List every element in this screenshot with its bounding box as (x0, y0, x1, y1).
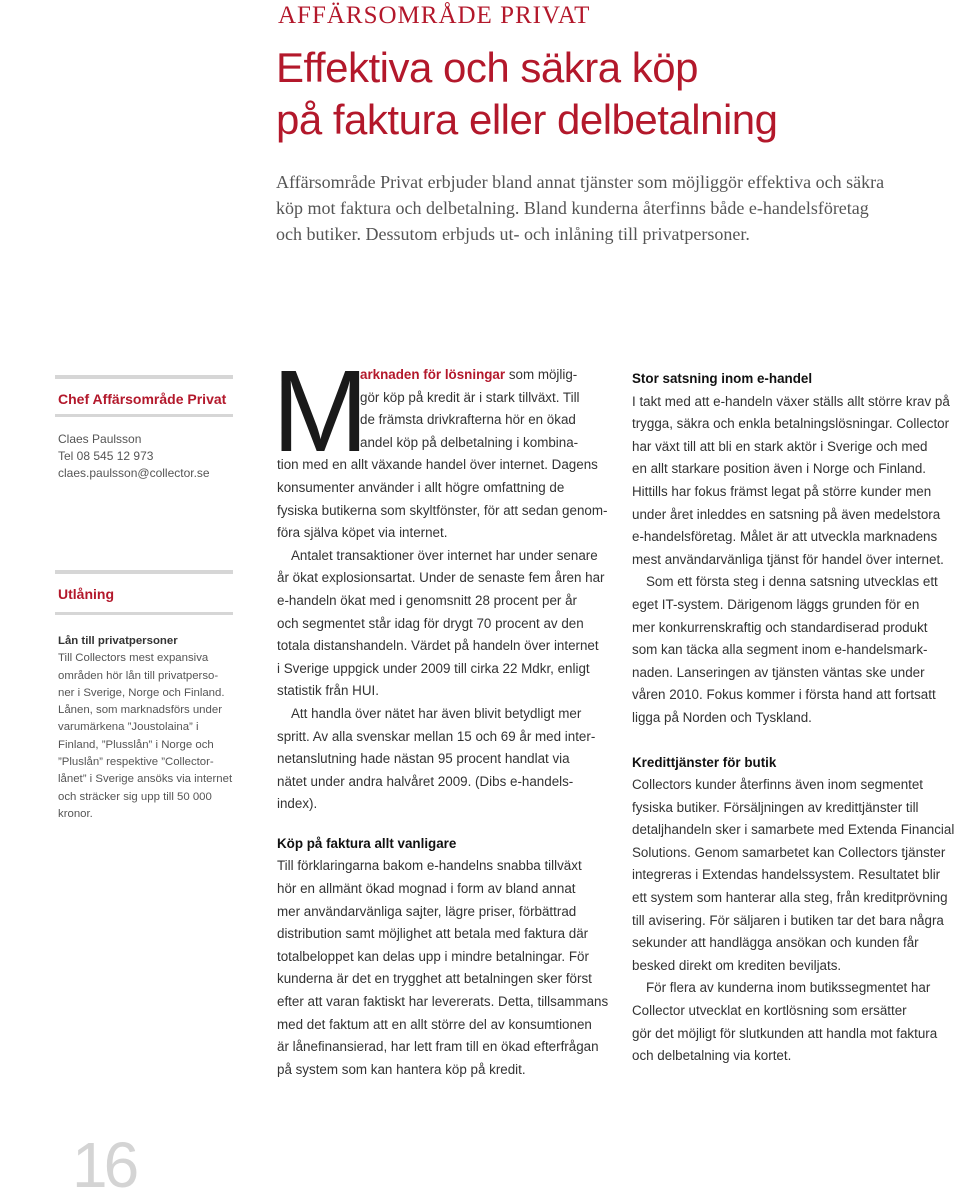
body-line: under året inleddes en satsning på även medelstora (632, 506, 941, 522)
body-line: andel köp på delbetalning i kombina- (360, 434, 579, 450)
body-line: statistik från HUI. (277, 683, 379, 699)
section-kicker: AFFÄRSOMRÅDE PRIVAT (278, 2, 591, 29)
body-line: Hittills har fokus främst legat på större kunder men (632, 483, 932, 499)
lending-block (58, 633, 243, 823)
body-line: är lånefinansierad, har lett fram till en ökad efterfrågan (277, 1039, 599, 1055)
body-line: och delbetalning via kortet. (632, 1048, 792, 1064)
middle-column (277, 364, 617, 1081)
lending-line: områden hör lån till privatperso- (58, 669, 219, 682)
body-line: våren 2010. Fokus kommer i första hand att fortsatt (632, 687, 936, 703)
body-line: mer konkurrenskraftig och standardiserad produkt (632, 619, 928, 635)
body-line: de främsta drivkrafterna hör en ökad (360, 412, 576, 428)
right-column (632, 368, 960, 1068)
body-line: hör en allmänt ökad mognad i form av bland annat (277, 881, 576, 897)
body-line: naden. Lanseringen av tjänsten väntas ske under (632, 664, 925, 680)
body-line: kunderna är det en trygghet att betalningen sker först (277, 971, 592, 987)
body-line: index). (277, 796, 318, 812)
body-line: e-handeln ökat med i genomsnitt 28 procent per år (277, 592, 577, 608)
body-line: efter att varan faktiskt har levererats. Detta, tillsammans (277, 994, 609, 1010)
title-line: på faktura eller delbetalning (276, 96, 778, 143)
body-line: Som ett första steg i denna satsning utvecklas ett (646, 574, 938, 590)
lending-line: varumärkena ”Joustolaina” i (58, 721, 199, 734)
lending-heading: Utlåning (58, 586, 114, 602)
body-line: år ökat explosionsartat. Under de senaste fem åren har (277, 570, 605, 586)
contact-name: Claes Paulsson (58, 432, 142, 446)
body-line: fysiska butikerna som skyltfönster, för att sedan genom- (277, 502, 608, 518)
intro-paragraph (276, 169, 956, 247)
body-line: gör det möjligt för slutkunden att handla mot faktura (632, 1025, 938, 1041)
drop-cap: M (272, 346, 369, 476)
lead-bold: arknaden för lösningar (360, 367, 506, 382)
contact-email[interactable]: claes.paulsson@collector.se (58, 466, 210, 480)
body-line: mest användarvänliga tjänst för handel över internet. (632, 551, 944, 567)
body-line: integreras i Extendas handelssystem. Resultatet blir (632, 867, 941, 883)
body-line: mer användarvänliga sajter, lägre priser, förbättrad (277, 903, 577, 919)
body-line: detaljhandeln sker i samarbete med Extenda Financial (632, 822, 955, 838)
body-line: totala distanshandeln. Värdet på handeln över internet (277, 638, 599, 654)
body-line: Collectors kunder återfinns även inom segmentet (632, 777, 924, 793)
body-line: en allt starkare position även i Norge och Finland. (632, 461, 927, 477)
body-line: spritt. Av alla svenskar mellan 15 och 69 år med inter- (277, 728, 596, 744)
lead-line (277, 364, 617, 387)
body-line: Antalet transaktioner över internet har under senare (291, 547, 598, 563)
body-line: e-handelsföretag. Målet är att utveckla marknadens (632, 529, 938, 545)
page-title (276, 42, 778, 146)
lending-line: ner i Sverige, Norge och Finland. (58, 686, 225, 699)
lending-line: Till Collectors mest expansiva (58, 652, 209, 665)
body-line: besked direkt om krediten beviljats. (632, 957, 842, 973)
body-line: till avisering. För säljaren i butiken tar det bara några (632, 912, 944, 928)
intro-line: Affärsområde Privat erbjuder bland annat tjänster som möjliggör effektiva och säkra (276, 172, 885, 192)
body-line: konsumenter använder i allt högre omfattning de (277, 479, 565, 495)
sidebar-rule (55, 612, 233, 615)
body-line: Till förklaringarna bakom e-handelns snabba tillväxt (277, 858, 582, 874)
body-line: fysiska butiker. Försäljningen av kredittjänster till (632, 799, 919, 815)
body-line: Solutions. Genom samarbetet kan Collectors tjänster (632, 844, 946, 860)
body-line: För flera av kunderna inom butikssegmentet har (646, 980, 931, 996)
body-line: sekunder att handlägga ansökan och kunden får (632, 935, 919, 951)
body-line: gör köp på kredit är i stark tillväxt. Till (360, 389, 580, 405)
body-line: och segmentet står idag för drygt 70 procent av den (277, 615, 584, 631)
body-line: har växt till att bli en stark aktör i Sverige och med (632, 438, 928, 454)
body-line: nätet under andra halvåret 2009. (Dibs e-handels- (277, 773, 574, 789)
lending-line: kronor. (58, 807, 93, 820)
contact-block (58, 431, 210, 482)
body-line: I takt med att e-handeln växer ställs allt större krav på (632, 393, 950, 409)
sidebar-rule (55, 570, 233, 574)
contact-heading: Chef Affärsområde Privat (58, 391, 227, 407)
lending-line: och sträcker sig upp till 50 000 (58, 790, 212, 803)
subheading: Stor satsning inom e-handel (632, 371, 813, 386)
body-line: i Sverige uppgick under 2009 till cirka 22 Mdkr, enligt (277, 660, 590, 676)
subheading: Köp på faktura allt vanligare (277, 835, 457, 851)
lending-line: lånet” i Sverige ansöks via internet (58, 773, 233, 786)
body-line: med det faktum att en allt större del av konsumtionen (277, 1016, 592, 1032)
body-line: Att handla över nätet har även blivit betydligt mer (291, 705, 582, 721)
lending-line: Lånen, som marknadsförs under (58, 704, 222, 717)
body-line: distribution samt möjlighet att betala med faktura där (277, 926, 589, 942)
body-line: netanslutning hade nästan 95 procent handlat via (277, 751, 570, 767)
body-line: trygga, säkra och enkla betalningslösningar. Collector (632, 416, 950, 432)
lending-line: Finland, ”Plusslån” i Norge och (58, 738, 214, 751)
body-line: tion med en allt växande handel över internet. Dagens (277, 457, 598, 473)
contact-phone: Tel 08 545 12 973 (58, 449, 154, 463)
sidebar-rule (55, 414, 233, 417)
body-line: ett system som hanterar alla steg, från kreditprövning (632, 890, 948, 906)
subheading: Kredittjänster för butik (632, 754, 777, 770)
lending-line: ”Pluslån” respektive ”Collector- (58, 756, 214, 769)
lead-rest: som möjlig- (505, 367, 578, 382)
intro-line: och butiker. Dessutom erbjuds ut- och inlåning till privatpersoner. (276, 224, 750, 244)
body-line: som kan täcka alla segment inom e-handelsmark- (632, 642, 928, 658)
page-number: 16 (72, 1129, 136, 1201)
sidebar-rule (55, 375, 233, 379)
lending-subheading: Lån till privatpersoner (58, 635, 178, 647)
title-line: Effektiva och säkra köp (276, 44, 698, 91)
body-line: totalbeloppet kan delas upp i mindre betalningar. För (277, 948, 589, 964)
body-line: Collector utvecklat en kortlösning som ersätter (632, 1003, 907, 1019)
body-line: eget IT-system. Därigenom läggs grunden för en (632, 596, 920, 612)
body-line: ligga på Norden och Tyskland. (632, 709, 812, 725)
body-line: på system som kan hantera köp på kredit. (277, 1061, 526, 1077)
body-line: föra själva köpet via internet. (277, 525, 448, 541)
intro-line: köp mot faktura och delbetalning. Bland kunderna återfinns både e-handelsföretag (276, 198, 869, 218)
